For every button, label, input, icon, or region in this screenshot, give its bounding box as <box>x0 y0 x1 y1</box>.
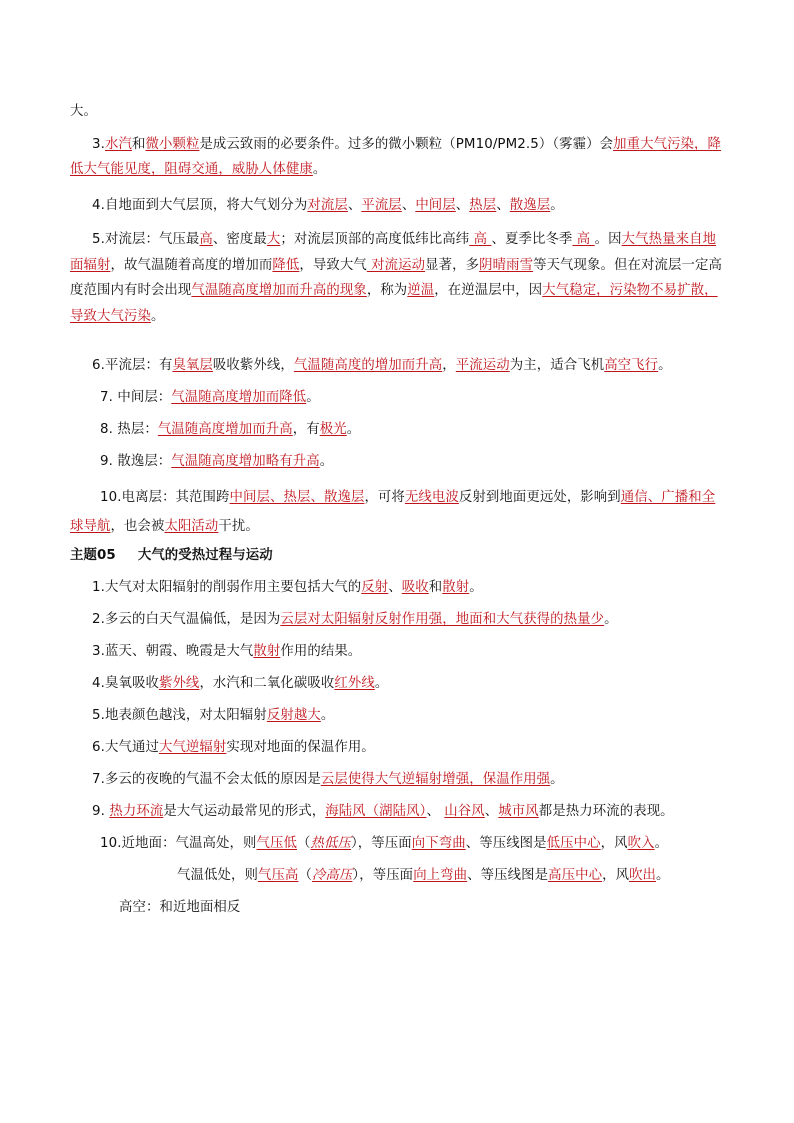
item-3 <box>70 132 724 182</box>
answer-text: 大气稳定，污染物不易扩散，导致大气污染 <box>70 283 718 324</box>
answer-text: 低压中心 <box>546 836 601 851</box>
text: 是成云致雨的必要条件。过多的微小颗粒（PM10/PM2.5）（雾霾）会 <box>199 137 614 152</box>
answer-text: 红外线 <box>334 676 375 691</box>
text: ，可将 <box>364 490 405 505</box>
text: 。 <box>320 708 335 723</box>
answer-text: 阴晴雨雪 <box>479 257 534 273</box>
text: 3. <box>92 137 105 152</box>
answer-text: 大 <box>266 232 281 247</box>
text: 、等压线图是 <box>467 868 549 883</box>
answer-text: 反射越大 <box>266 708 321 723</box>
text: 、 <box>484 804 499 819</box>
item-4 <box>92 196 564 216</box>
answer-text: 无线电波 <box>404 490 459 505</box>
text: 和 <box>131 137 146 152</box>
text: 实现对地面的保温作用。 <box>226 740 375 755</box>
answer-text: 气压低 <box>256 836 297 851</box>
item-10 <box>70 483 724 541</box>
answer-text: 热层 <box>469 198 497 213</box>
text: 气温低处，则 <box>177 868 258 883</box>
answer-text: 冷高压 <box>311 868 353 883</box>
answer-text: 向下弯曲 <box>411 836 466 851</box>
text: 反射到地面更远处，影响到 <box>458 490 621 505</box>
answer-text: 降低大气能见度，阻碍交通，威胁人体健康 <box>70 137 722 177</box>
text: 作用的结果。 <box>280 644 362 659</box>
text: ），等压面 <box>350 836 412 851</box>
text: 显著，多 <box>425 257 480 273</box>
answer-text: 大气逆辐射 <box>158 740 227 755</box>
topic-item-10-upper <box>119 898 240 918</box>
text: 、夏季比冬季 <box>491 232 573 247</box>
text: 。 <box>654 836 669 851</box>
text: 、 <box>455 198 470 213</box>
text: 等天气现象。但在对流层一定高度范围内有时会出现 <box>70 257 722 298</box>
answer-text: 高 <box>199 232 213 247</box>
text: ， <box>442 358 456 373</box>
text: 7.多云的夜晚的气温不会太低的原因是 <box>92 772 321 787</box>
topic-item-10-cold <box>177 866 670 886</box>
answer-text: 气温随高度增加而升高的现象 <box>191 283 367 298</box>
text: 、 <box>426 804 445 819</box>
section-number: 主题05 <box>70 548 116 563</box>
text: 、等压线图是 <box>465 836 547 851</box>
answer-text: 降低 <box>272 257 300 273</box>
text: 10.电离层：其范围跨 <box>100 490 230 505</box>
text: 3.蓝天、朝霞、晚霞是大气 <box>92 644 254 659</box>
answer-text: 对流层 <box>307 198 348 213</box>
answer-text: 大气热量来自地面辐射 <box>70 232 717 273</box>
answer-text: 平流层 <box>361 198 402 213</box>
answer-text: 紫外线 <box>158 676 200 691</box>
text: 。 <box>604 612 618 627</box>
text: 6.大气通过 <box>92 740 159 755</box>
answer-text: 海陆风（湖陆风） <box>325 804 427 819</box>
answer-text: 散逸层 <box>509 198 551 213</box>
text: ，故气温随着高度的增加而 <box>110 257 273 273</box>
text: ，在逆温层中，因 <box>434 283 543 298</box>
text: 。 <box>374 676 389 691</box>
topic-item-3 <box>92 642 361 662</box>
answer-text: 加重大气污染， <box>613 137 708 152</box>
item-5 <box>70 227 724 329</box>
text: 9. 散逸层： <box>100 454 172 469</box>
text: 。 <box>656 868 670 883</box>
answer-text: 气压高 <box>257 868 299 883</box>
text: 高空：和近地面相反 <box>119 900 241 915</box>
answer-text: 气温随高度的增加而升高 <box>293 358 443 373</box>
answer-text: 云层对太阳辐射反射作用强，地面和大气获得的热量少 <box>280 612 605 627</box>
topic-item-1 <box>92 578 483 598</box>
answer-text: 散射 <box>253 644 281 659</box>
answer-text: 气温随高度增加而降低 <box>171 390 307 405</box>
text: 。 <box>550 198 564 213</box>
answer-text: 城市风 <box>498 804 539 819</box>
text: 2.多云的白天气温偏低，是因为 <box>92 612 281 627</box>
text: 。 <box>658 358 672 373</box>
text: 。 <box>319 454 334 469</box>
text: 都是热力环流的表现。 <box>538 804 674 819</box>
text: 。 <box>550 772 564 787</box>
answer-text: 吹出 <box>629 868 657 883</box>
topic-item-2 <box>92 610 618 630</box>
text: 4.自地面到大气层顶，将大气划分为 <box>92 198 308 213</box>
text: 、 <box>496 198 510 213</box>
topic-item-7 <box>92 770 564 790</box>
text: 5.地表颜色越浅，对太阳辐射 <box>92 708 267 723</box>
text: ，水汽和二氧化碳吸收 <box>199 676 335 691</box>
text: ，风 <box>602 868 630 883</box>
text: 和 <box>428 580 443 595</box>
answer-text: 极光 <box>319 422 347 437</box>
answer-text: 吹入 <box>627 836 655 851</box>
text: 为主，适合飞机 <box>509 358 605 373</box>
text: 干扰。 <box>218 519 259 534</box>
answer-text: 热低压 <box>310 836 351 851</box>
answer-text: 对流运动 <box>366 257 426 273</box>
answer-text: 微小颗粒 <box>145 137 200 152</box>
item-6 <box>92 356 672 376</box>
answer-text: 山谷风 <box>444 804 485 819</box>
answer-text: 高 <box>572 232 595 247</box>
text: 、密度最 <box>212 232 267 247</box>
text: 。 <box>346 422 361 437</box>
answer-text: 气温随高度增加而升高 <box>157 422 293 437</box>
text: 10.近地面：气温高处，则 <box>100 836 257 851</box>
text: 6.平流层：有 <box>92 358 173 373</box>
item-7 <box>100 388 320 408</box>
text: ，称为 <box>366 283 408 298</box>
answer-text: 水汽 <box>104 137 132 152</box>
text: 。 <box>312 162 327 177</box>
answer-text: 向上弯曲 <box>413 868 468 883</box>
answer-text: 热力环流 <box>109 804 164 819</box>
answer-text: 通信、广播和全球导航 <box>70 490 716 534</box>
text: ；对流层顶部的高度低纬比高纬 <box>280 232 470 247</box>
topic-item-9 <box>92 802 674 822</box>
text: ，导致大气 <box>299 257 367 273</box>
text: 是大气运动最常见的形式， <box>163 804 326 819</box>
text: 。 <box>469 580 483 595</box>
text: 9. <box>92 804 110 819</box>
answer-text: 中间层、热层、散逸层 <box>229 490 365 505</box>
text: 大。 <box>70 104 97 119</box>
topic-item-6 <box>92 738 375 758</box>
answer-text: 中间层 <box>415 198 456 213</box>
answer-text: 臭氧层 <box>172 358 213 373</box>
text: 、 <box>401 198 416 213</box>
answer-text: 逆温 <box>407 283 435 298</box>
topic-item-10-surface <box>100 834 668 854</box>
text: 5.对流层：气压最 <box>92 232 200 247</box>
text: 8. 热层： <box>100 422 158 437</box>
answer-text: 反射 <box>361 580 389 595</box>
answer-text: 云层使得大气逆辐射增强，保温作用强 <box>320 772 551 787</box>
text: 吸收紫外线， <box>212 358 294 373</box>
answer-text: 散射 <box>442 580 470 595</box>
text: 。因 <box>594 232 622 247</box>
text: 1.大气对太阳辐射的削弱作用主要包括大气的 <box>92 580 362 595</box>
text: 7. 中间层： <box>100 390 172 405</box>
text: ，有 <box>292 422 320 437</box>
text: ，风 <box>600 836 628 851</box>
answer-text: 高压中心 <box>548 868 603 883</box>
answer-text: 高 <box>469 232 492 247</box>
item-9 <box>100 452 333 472</box>
item-8 <box>100 420 360 440</box>
section-heading <box>70 546 273 566</box>
answer-text: 平流运动 <box>455 358 510 373</box>
text: 、 <box>388 580 402 595</box>
text: 4.臭氧吸收 <box>92 676 159 691</box>
topic-item-5 <box>92 706 334 726</box>
text: （ <box>298 868 312 883</box>
answer-text: 太阳活动 <box>164 519 219 534</box>
section-title: 大气的受热过程与运动 <box>137 548 273 563</box>
topic-item-4 <box>92 674 388 694</box>
text: ，也会被 <box>110 519 165 534</box>
answer-text: 高空飞行 <box>604 358 659 373</box>
text: 。 <box>150 308 165 324</box>
paragraph-continuation <box>70 102 97 122</box>
text: ），等压面 <box>352 868 414 883</box>
answer-text: 气温随高度增加略有升高 <box>171 454 320 469</box>
answer-text: 吸收 <box>401 580 429 595</box>
text: 、 <box>347 198 362 213</box>
text: （ <box>297 836 311 851</box>
text: 。 <box>306 390 320 405</box>
